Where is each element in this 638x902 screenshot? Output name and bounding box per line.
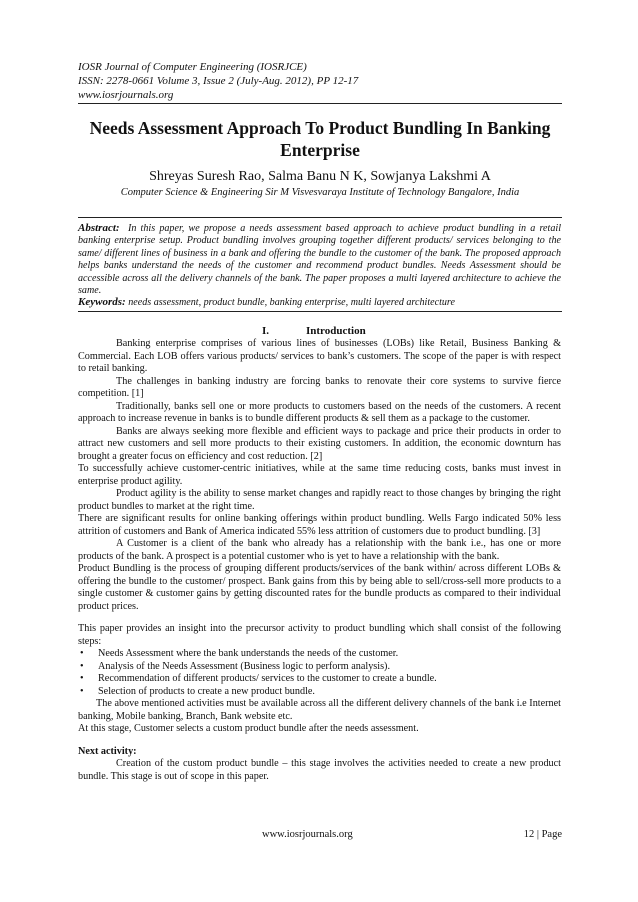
paragraph: The challenges in banking industry are forcing banks to renovate their core systems to survive fierce competition. [1] xyxy=(78,375,561,399)
abstract-bottom-rule xyxy=(78,311,562,312)
header-rule xyxy=(78,103,562,104)
journal-issn: ISSN: 2278-0661 Volume 3, Issue 2 (July-Aug. 2012), PP 12-17 xyxy=(78,75,359,87)
paragraph: This paper provides an insight into the precursor activity to product bundling which shall consist of the following steps: xyxy=(78,623,561,647)
bullet-icon: • xyxy=(80,685,84,697)
journal-header xyxy=(78,60,560,102)
paragraph: Product agility is the ability to sense market changes and rapidly react to those changes by bringing the right product bundles to market at the right time. xyxy=(78,488,561,512)
subheading: Next activity: xyxy=(78,745,137,757)
section-title: Introduction xyxy=(306,325,366,337)
paragraph: At this stage, Customer selects a custom product bundle after the needs assessment. xyxy=(78,723,419,734)
list-item-text: Analysis of the Needs Assessment (Business logic to perform analysis). xyxy=(98,660,390,672)
abstract-text: In this paper, we propose a needs assessment based approach to achieve product bundling in a retail banking enterprise setup. Product bundling involves grouping together different products/ services belonging to the same/ different lines of business in a bank and offering the bundle to the customer of the bank. The proposed approach helps banks understand the needs of the customer and recommend product bundles. Needs Assessment should be accessible across all the delivery channels of the bank. The paper proposes a multi layered architecture to achieve the same. xyxy=(78,223,562,297)
journal-site: www.iosrjournals.org xyxy=(78,89,174,101)
list-item xyxy=(78,686,561,699)
paragraph: There are significant results for online banking offerings within product bundling. Wells Fargo indicated 50% less attrition of customers and Bank of America indicated 55% less attrition of customers due to product bundling. [3] xyxy=(78,513,561,537)
list-item xyxy=(78,673,561,686)
abstract-label: Abstract: xyxy=(78,222,120,234)
paragraph: Creation of the custom product bundle – this stage involves the activities needed to create a new product bundle. This stage is out of scope in this paper. xyxy=(78,758,561,782)
keywords-label: Keywords: xyxy=(78,296,126,308)
paragraph: The above mentioned activities must be available across all the different delivery channels of the bank i.e Internet banking, Mobile banking, Branch, Bank website etc. xyxy=(78,698,561,722)
bullet-icon: • xyxy=(80,648,84,659)
paper-affiliation: Computer Science & Engineering Sir M Visvesvaraya Institute of Technology Bangalore, India xyxy=(120,187,520,198)
abstract xyxy=(78,222,561,297)
section-number: I. xyxy=(262,325,270,337)
paragraph: To successfully achieve customer-centric initiatives, while at the same time reducing costs, banks must invest in enterprise product agility. xyxy=(78,463,561,487)
keywords xyxy=(78,296,561,309)
paragraph: Traditionally, banks sell one or more products to customers based on the needs of the customers. A recent approach to increase revenue in banks is to bundle different products & sell them as a package to the customer. xyxy=(78,400,561,424)
paper-authors: Shreyas Suresh Rao, Salma Banu N K, Sowjanya Lakshmi A xyxy=(149,169,491,184)
list-item-text: Selection of products to create a new product bundle. xyxy=(98,685,315,697)
body-text xyxy=(78,338,561,783)
page-number: 12 | Page xyxy=(523,829,562,840)
footer-site: www.iosrjournals.org xyxy=(262,829,353,840)
list-item-text: Needs Assessment where the bank understands the needs of the customer. xyxy=(98,648,399,659)
list-item xyxy=(78,648,561,661)
paragraph: A Customer is a client of the bank who already has a relationship with the bank i.e., has one or more products of the bank. A prospect is a potential customer who is yet to have a relationship with the bank. xyxy=(78,538,561,562)
paragraph: Banks are always seeking more flexible and efficient ways to package and price their products in order to attract new customers and sell more products to their existing customers. In addition, the economic downturn has brought a greater focus on efficiency and cost reduction. [2] xyxy=(78,425,561,462)
keywords-text: needs assessment, product bundle, banking enterprise, multi layered architecture xyxy=(128,297,455,308)
journal-name: IOSR Journal of Computer Engineering (IOSRJCE) xyxy=(78,61,307,73)
list-item xyxy=(78,661,561,674)
bullet-icon: • xyxy=(80,673,84,684)
list-item-text: Recommendation of different products/ services to the customer to create a bundle. xyxy=(98,673,437,684)
paper-title: Needs Assessment Approach To Product Bundling In Banking Enterprise xyxy=(89,118,551,160)
abstract-top-rule xyxy=(78,217,562,218)
bullet-icon: • xyxy=(80,660,84,672)
paragraph: Banking enterprise comprises of various lines of businesses (LOBs) like Retail, Business Banking & Commercial. Each LOB offers various products/ services to bank’s customers. The scope of the paper is with respect to retail banking. xyxy=(78,338,561,374)
paragraph: Product Bundling is the process of grouping different products/services of the bank within/ across different LOBs & offering the bundle to the customer/ prospect. Bank gains from this by being able to sell/cross-sell more products to a single customer & customer gains by getting discounted rates for the bundle products as compared to their individual product prices. xyxy=(78,563,561,612)
